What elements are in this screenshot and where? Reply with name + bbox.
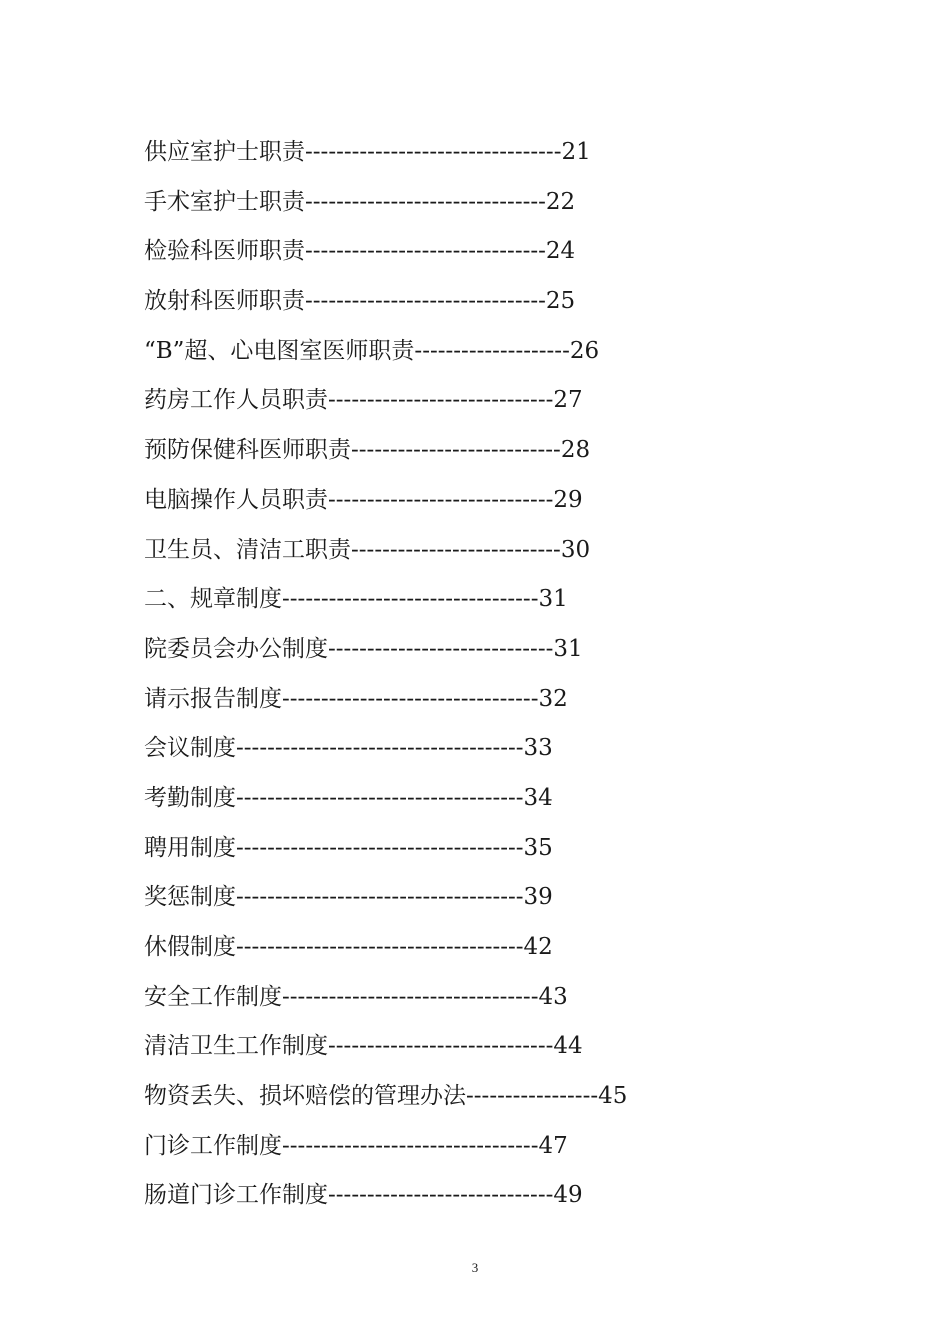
toc-entry[interactable] xyxy=(144,1027,844,1077)
toc-entry-title: 检验科医师职责 xyxy=(144,238,305,265)
toc-page-number: 49 xyxy=(553,1182,583,1209)
toc-page-number: 42 xyxy=(523,934,553,960)
toc-entry[interactable] xyxy=(144,1176,844,1226)
toc-entry[interactable] xyxy=(144,133,844,183)
toc-entry-title: 考勤制度 xyxy=(144,784,236,811)
toc-entry-title: 院委员会办公制度 xyxy=(144,635,328,662)
toc-entry-title: 预防保健科医师职责 xyxy=(144,437,351,464)
toc-entry-title: 物资丢失、损坏赔偿的管理办法 xyxy=(144,1083,466,1110)
toc-leader: ------------------------------------- xyxy=(236,735,524,762)
toc-entry-title: 安全工作制度 xyxy=(144,983,282,1010)
toc-entry-title: 放射科医师职责 xyxy=(144,288,305,315)
toc-page-number: 26 xyxy=(569,337,600,364)
toc-entry-title: “B”超、心电图室医师职责 xyxy=(144,337,415,364)
toc-page-number: 33 xyxy=(523,735,553,762)
toc-entry[interactable] xyxy=(144,680,844,730)
toc-leader: ----------------------------- xyxy=(328,1182,554,1209)
table-of-contents xyxy=(144,133,844,1226)
toc-entry[interactable] xyxy=(144,381,844,431)
toc-leader: --------------------------------- xyxy=(282,586,539,613)
toc-leader: --------------------------------- xyxy=(305,139,562,165)
toc-entry[interactable] xyxy=(144,531,844,581)
toc-leader: ------------------------------------- xyxy=(236,784,524,811)
toc-leader: ----------------------------- xyxy=(328,387,554,414)
toc-leader: --------------------------------- xyxy=(282,983,539,1010)
toc-entry[interactable] xyxy=(144,282,844,332)
toc-entry[interactable] xyxy=(144,232,844,282)
toc-leader: --------------------------- xyxy=(351,536,561,563)
toc-page-number: 35 xyxy=(523,834,553,861)
toc-page-number: 29 xyxy=(553,486,583,513)
toc-entry-title: 休假制度 xyxy=(144,934,236,960)
toc-leader: --------------------------------- xyxy=(282,1132,539,1159)
toc-entry[interactable] xyxy=(144,183,844,233)
toc-entry[interactable] xyxy=(144,481,844,531)
toc-entry[interactable] xyxy=(144,630,844,680)
toc-entry[interactable] xyxy=(144,729,844,779)
toc-page-number: 45 xyxy=(598,1083,628,1110)
toc-entry[interactable] xyxy=(144,928,844,978)
toc-leader: ----------------------------- xyxy=(328,1033,554,1060)
toc-leader: ----------------- xyxy=(466,1083,599,1110)
toc-page-number: 25 xyxy=(545,288,576,315)
toc-entry-title: 奖惩制度 xyxy=(144,884,236,911)
toc-leader: ------------------------------------- xyxy=(236,884,524,911)
toc-entry[interactable] xyxy=(144,431,844,481)
toc-leader: --------------------------------- xyxy=(282,685,539,712)
toc-leader: -------------------- xyxy=(414,337,570,364)
toc-page-number: 44 xyxy=(553,1033,583,1060)
toc-entry-title: 手术室护士职责 xyxy=(144,188,305,215)
toc-entry[interactable] xyxy=(144,779,844,829)
toc-entry-title: 门诊工作制度 xyxy=(144,1132,282,1159)
toc-page-number: 30 xyxy=(560,536,591,563)
toc-page-number: 43 xyxy=(538,983,568,1010)
toc-leader: --------------------------- xyxy=(351,437,561,464)
toc-entry-title: 药房工作人员职责 xyxy=(144,387,328,414)
toc-entry-title: 卫生员、清洁工职责 xyxy=(144,536,351,563)
toc-entry-title: 请示报告制度 xyxy=(144,685,282,712)
toc-leader: ----------------------------- xyxy=(328,486,554,513)
toc-page-number: 22 xyxy=(545,188,576,215)
toc-page-number: 28 xyxy=(560,437,591,464)
toc-page-number: 32 xyxy=(538,685,568,712)
toc-entry-title: 清洁卫生工作制度 xyxy=(144,1033,328,1060)
toc-page-number: 24 xyxy=(545,238,576,265)
toc-entry-title: 二、规章制度 xyxy=(144,586,282,613)
toc-entry[interactable] xyxy=(144,978,844,1028)
toc-entry[interactable] xyxy=(144,878,844,928)
toc-entry-title: 电脑操作人员职责 xyxy=(144,486,328,513)
toc-section-heading[interactable] xyxy=(144,580,844,630)
page-footer-number: 3 xyxy=(471,1260,479,1275)
toc-page-number: 47 xyxy=(538,1132,568,1159)
toc-entry[interactable] xyxy=(144,829,844,879)
toc-page-number: 31 xyxy=(538,586,568,613)
toc-leader: ----------------------------- xyxy=(328,635,554,662)
toc-leader: ------------------------------------- xyxy=(236,934,524,960)
toc-entry-title: 聘用制度 xyxy=(144,834,236,861)
toc-page-number: 21 xyxy=(561,139,591,165)
toc-leader: ------------------------------------- xyxy=(236,834,524,861)
toc-entry[interactable] xyxy=(144,1077,844,1127)
toc-page-number: 27 xyxy=(553,387,583,414)
toc-entry-title: 肠道门诊工作制度 xyxy=(144,1182,328,1209)
toc-leader: ------------------------------- xyxy=(305,288,546,315)
toc-entry[interactable] xyxy=(144,332,844,382)
toc-page-number: 34 xyxy=(523,784,553,811)
toc-entry[interactable] xyxy=(144,1127,844,1177)
toc-page-number: 31 xyxy=(553,635,583,662)
toc-entry-title: 会议制度 xyxy=(144,735,236,762)
toc-leader: ------------------------------- xyxy=(305,188,546,215)
toc-page-number: 39 xyxy=(523,884,553,911)
toc-entry-title: 供应室护士职责 xyxy=(144,139,305,165)
toc-leader: ------------------------------- xyxy=(305,238,546,265)
